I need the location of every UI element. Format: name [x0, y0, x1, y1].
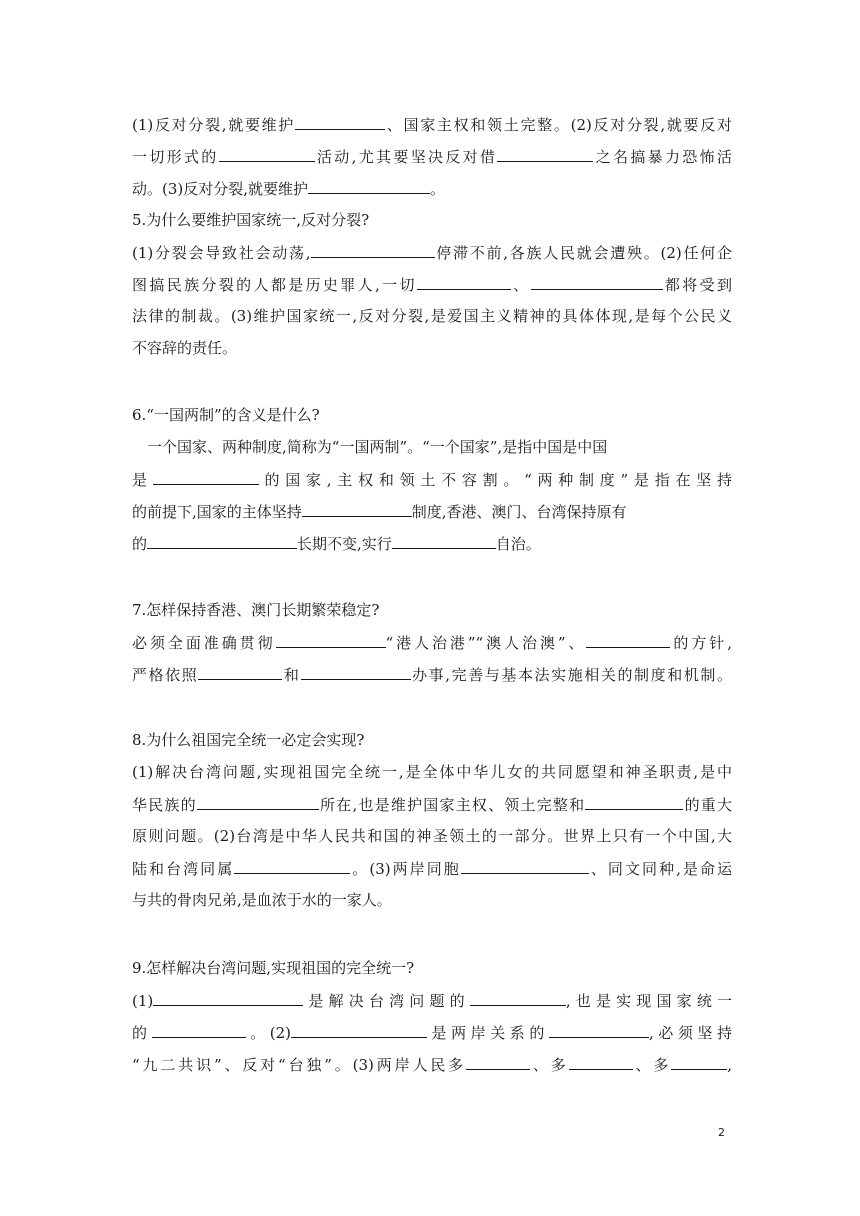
q5-line-2 [132, 274, 732, 295]
answer-blank[interactable] [586, 632, 670, 648]
q6-title: 6.“一国两制”的含义是什么? [132, 406, 320, 424]
answer-blank[interactable] [549, 1022, 649, 1038]
answer-blank[interactable] [466, 1054, 530, 1070]
q6-line-3 [132, 501, 732, 522]
answer-blank[interactable] [219, 146, 315, 162]
answer-blank[interactable] [569, 1054, 633, 1070]
text: 、 [510, 276, 531, 294]
answer-blank[interactable] [461, 858, 589, 874]
q5-title: 5.为什么要维护国家统一,反对分裂? [132, 211, 370, 229]
text: 一切形式的 [132, 148, 219, 166]
text: 华民族的 [132, 796, 197, 814]
text: 。 [430, 180, 446, 198]
text: 必须全面准确贯彻 [132, 634, 276, 652]
q8-line-3: 原则问题。(2)台湾是中华人民共和国的神圣领土的一部分。世界上只有一个中国,大 [132, 827, 732, 845]
text: 、多 [632, 1056, 672, 1074]
q4-line-2 [132, 146, 732, 167]
q7-title: 7.怎样保持香港、澳门长期繁荣稳定? [132, 601, 380, 619]
q6-line-1: 一个国家、两种制度,简称为“一国两制”。“一个国家”,是指中国是中国 [147, 438, 608, 456]
text: 是 [132, 471, 153, 489]
answer-blank[interactable] [276, 632, 386, 648]
q8-line-2 [132, 794, 732, 815]
text: 办事,完善与基本法实施相关的制度和机制。 [410, 666, 732, 684]
answer-blank[interactable] [301, 664, 411, 680]
q5-line-1 [132, 242, 732, 263]
answer-blank[interactable] [531, 274, 663, 290]
text: 。(2) [245, 1024, 291, 1042]
text: 活动,尤其要坚决反对借 [314, 148, 498, 166]
answer-blank[interactable] [585, 794, 683, 810]
text: 严格依照 [132, 666, 199, 684]
text: 。(3)两岸同胞 [350, 860, 461, 878]
q9-title: 9.怎样解决台湾问题,实现祖国的完全统一? [132, 959, 415, 977]
text: 、多 [530, 1056, 569, 1074]
text: 的方针, [670, 634, 732, 652]
answer-blank[interactable] [198, 664, 282, 680]
q9-line-2 [132, 1022, 732, 1043]
q5-line-4: 不容辞的责任。 [132, 339, 238, 357]
answer-blank[interactable] [308, 178, 430, 194]
text: 自治。 [495, 535, 541, 553]
q8-line-4 [132, 858, 732, 879]
text: “九二共识”、反对“台独”。(3)两岸人民多 [132, 1056, 467, 1074]
text: 、国家主权和领土完整。(2)反对分裂,就要反对 [385, 116, 732, 134]
q4-line-3 [132, 178, 732, 199]
text: , [727, 1056, 732, 1074]
text: “港人治港”“澳人治澳”、 [385, 634, 587, 652]
answer-blank[interactable] [152, 1022, 246, 1038]
q9-line-3 [132, 1054, 732, 1075]
text: 的前提下,国家的主体坚持 [132, 503, 302, 521]
text: 所在,也是维护国家主权、领土完整和 [318, 796, 586, 814]
q4-line-1 [132, 114, 732, 135]
page-number: 2 [718, 1126, 725, 1139]
text: 都将受到 [662, 276, 732, 294]
answer-blank[interactable] [392, 533, 496, 549]
text: 是两岸关系的 [426, 1024, 549, 1042]
text: (1)反对分裂,就要维护 [132, 116, 296, 134]
text: 长期不变,实行 [297, 535, 392, 553]
q7-line-1 [132, 632, 732, 653]
q9-line-1 [132, 990, 732, 1011]
text: 停滞不前,各族人民就会遭殃。(2)任何企 [434, 244, 732, 262]
q8-title: 8.为什么祖国完全统一必定会实现? [132, 731, 365, 749]
q7-line-2 [132, 664, 732, 685]
q6-line-2 [132, 469, 732, 490]
text: 的 [132, 535, 148, 553]
text: ,也是实现国家统一 [565, 992, 732, 1010]
answer-blank[interactable] [153, 469, 259, 485]
answer-blank[interactable] [147, 533, 297, 549]
q8-line-1: (1)解决台湾问题,实现祖国完全统一,是全体中华儿女的共同愿望和神圣职责,是中 [132, 763, 732, 781]
answer-blank[interactable] [311, 242, 435, 258]
text: 制度,香港、澳门、台湾保持原有 [411, 503, 627, 521]
text: (1)分裂会导致社会动荡, [132, 244, 311, 262]
text: 动。(3)反对分裂,就要维护 [132, 180, 309, 198]
answer-blank[interactable] [291, 1022, 427, 1038]
text: 、同文同种,是命运 [588, 860, 732, 878]
text: 的重大 [683, 796, 732, 814]
text: 图搞民族分裂的人都是历史罪人,一切 [132, 276, 417, 294]
text: ,必须坚持 [648, 1024, 732, 1042]
answer-blank[interactable] [295, 114, 385, 130]
answer-blank[interactable] [671, 1054, 727, 1070]
answer-blank[interactable] [234, 858, 350, 874]
text: 的国家,主权和领土不容割。“两种制度”是指在坚持 [258, 471, 732, 489]
text: 的 [132, 1024, 152, 1042]
text: 之名搞暴力恐怖活 [593, 148, 732, 166]
q8-line-5: 与共的骨肉兄弟,是血浓于水的一家人。 [132, 891, 392, 909]
text: 和 [282, 666, 301, 684]
answer-blank[interactable] [153, 990, 303, 1006]
answer-blank[interactable] [302, 501, 412, 517]
q5-line-3: 法律的制裁。(3)维护国家统一,反对分裂,是爱国主义精神的具体体现,是每个公民义 [132, 307, 732, 325]
answer-blank[interactable] [470, 990, 566, 1006]
text: 是解决台湾问题的 [303, 992, 470, 1010]
text: 陆和台湾同属 [132, 860, 235, 878]
q6-line-4 [132, 533, 732, 554]
answer-blank[interactable] [417, 274, 511, 290]
text: (1) [132, 992, 154, 1010]
answer-blank[interactable] [497, 146, 593, 162]
answer-blank[interactable] [197, 794, 319, 810]
